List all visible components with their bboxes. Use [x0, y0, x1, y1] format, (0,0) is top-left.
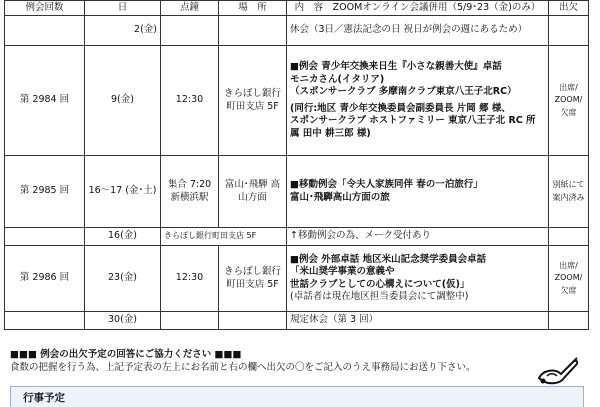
table-row — [5, 156, 589, 228]
bell-time — [161, 16, 219, 46]
content-line: （スポンサークラブ 多摩南クラブ東京八王子北RC） — [290, 86, 517, 97]
content-line: 世話クラブとしての心構えについて(仮)」 — [290, 278, 470, 290]
meeting-content — [287, 312, 549, 330]
content-line: 富山･飛騨高山方面の旅 — [290, 191, 390, 203]
content-line: (同行:地区 青少年交換委員会副委員長 片岡 郷 様、 — [290, 102, 511, 114]
meeting-place — [219, 16, 287, 46]
section-header — [10, 386, 584, 407]
attendance-cell[interactable]: 別紙にて案内済み — [549, 156, 589, 228]
meeting-place — [219, 312, 287, 330]
meeting-number — [5, 16, 85, 46]
section-title: 行事予定 — [23, 392, 65, 404]
meeting-content — [287, 246, 549, 312]
schedule-table — [4, 0, 589, 330]
content-line: 「米山奨学事業の意義や — [290, 266, 395, 277]
meeting-place: きらぼし銀行 町田支店 5F — [219, 46, 287, 156]
meeting-date: 16(金) — [85, 228, 161, 246]
meeting-date: 23(金) — [85, 246, 161, 312]
attendance-cell[interactable] — [549, 312, 589, 330]
content-line: (卓話者は現在地区担当委員会にて調整中) — [290, 291, 469, 302]
meeting-number: 第 2985 回 — [5, 156, 85, 228]
attendance-cell[interactable]: 出席/ ZOOM/ 欠席 — [549, 246, 589, 312]
meeting-place: 富山･飛騨 高山方面 — [219, 156, 287, 228]
attendance-cell[interactable] — [549, 228, 589, 246]
meeting-content — [287, 16, 549, 46]
table-row — [5, 46, 589, 156]
header-meeting-number: 例会回数 — [5, 1, 85, 16]
attendance-cell[interactable] — [549, 16, 589, 46]
table-row — [5, 228, 589, 246]
meeting-number — [5, 312, 85, 330]
header-content: 内 容 ZOOMオンライン会議併用（5/9･23（金)のみ） — [287, 1, 549, 16]
table-row — [5, 246, 589, 312]
content-line: ■例会 外部卓話 地区米山記念奨学委員会卓話 — [290, 253, 487, 265]
meeting-date: 9(金) — [85, 46, 161, 156]
footer-note — [10, 348, 530, 374]
footer-line-1: ■■■ 例会の出欠予定の回答にご協力ください ■■■ — [10, 349, 242, 360]
content-line: モニカさん(イタリア) — [290, 73, 385, 85]
meeting-date: 30(金) — [85, 312, 161, 330]
content-line: ■例会 青少年交換来日生『小さな親善大使』卓話 — [290, 61, 502, 72]
content-line: ↑移動例会の為、メーク受付あり — [290, 230, 431, 242]
content-line: 規定休会（第 3 回） — [290, 314, 379, 326]
bell-time: 12:30 — [161, 246, 219, 312]
header-place: 場 所 — [219, 1, 287, 16]
meeting-content — [287, 46, 549, 156]
pen-hand-icon — [533, 348, 581, 390]
meeting-number: 第 2984 回 — [5, 46, 85, 156]
content-line: スポンサークラブ ホストファミリー 東京八王子北 RC 所 — [290, 115, 536, 126]
meeting-number: 第 2986 回 — [5, 246, 85, 312]
meeting-number — [5, 228, 85, 246]
meeting-date: 2(金) — [85, 16, 161, 46]
bell-time — [161, 312, 219, 330]
bell-time: 集合 7:20 新横浜駅 — [161, 156, 219, 228]
meeting-place: きらぼし銀行 町田支店 5F — [219, 246, 287, 312]
header-day: 日 — [85, 1, 161, 16]
meeting-content — [287, 228, 549, 246]
meeting-date: 16～17 (金･土) — [85, 156, 161, 228]
table-row — [5, 312, 589, 330]
table-row — [5, 16, 589, 46]
attendance-cell[interactable]: 出席/ ZOOM/ 欠席 — [549, 46, 589, 156]
table-header-row — [5, 1, 589, 16]
header-attendance: 出欠 — [549, 1, 589, 16]
meeting-content — [287, 156, 549, 228]
footer-line-2: 食数の把握を行う為、上記予定表の左上にお名前と右の欄へ出欠の〇をご記入のうえ事務局にお送り下さい。 — [10, 362, 476, 373]
meeting-place: きらぼし銀行町田支店 5F — [161, 228, 287, 246]
bell-time: 12:30 — [161, 46, 219, 156]
content-line: 休会（3日／憲法記念の日 祝日が例会の週にあるため） — [290, 24, 528, 36]
content-line: ■移動例会「令夫人家族同伴 春の一泊旅行」 — [290, 179, 483, 190]
content-line: 属 田中 耕三郎 様) — [290, 127, 371, 139]
header-bell-time: 点鐘 — [161, 1, 219, 16]
